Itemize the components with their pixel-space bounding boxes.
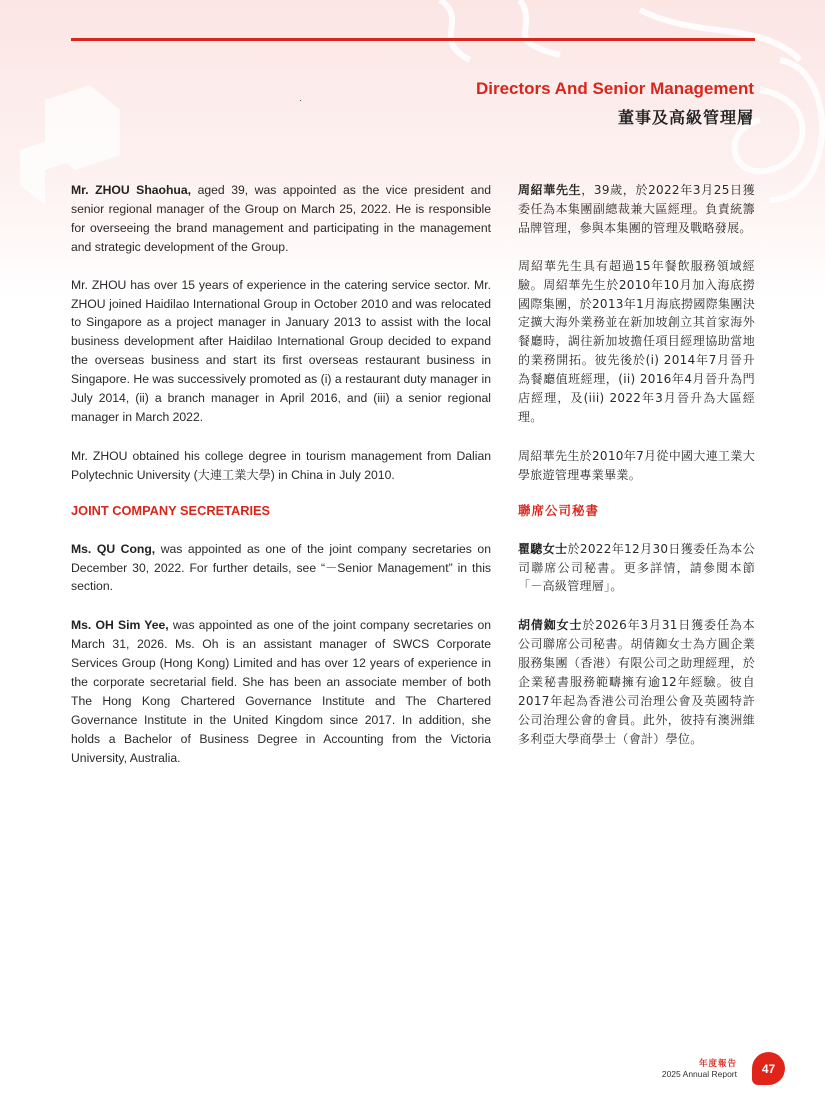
oh-name-zh: 胡倩銣女士 xyxy=(518,618,583,633)
page-title-zh: 董事及高級管理層 xyxy=(617,108,754,127)
section-title-en: JOINT COMPANY SECRETARIES xyxy=(71,502,271,518)
page-title-en: Directors And Senior Management xyxy=(475,79,754,98)
qu-bio-zh xyxy=(518,540,755,597)
zhou-bio-en xyxy=(71,181,491,257)
oh-name-en: Ms. OH Sim Yee, xyxy=(71,618,169,633)
qu-text-en: was appointed as one of the joint company secretaries on December 30, 2022. For further details, see “－Senior Management” in this section. xyxy=(71,541,491,594)
footer-report-zh: 年度報告 xyxy=(698,1059,737,1069)
qu-name-en: Ms. QU Cong, xyxy=(71,541,156,556)
oh-bio-zh xyxy=(518,616,755,748)
header-rule xyxy=(71,38,755,41)
page-number: 47 xyxy=(761,1061,776,1076)
footer-report-en: 2025 Annual Report xyxy=(661,1069,737,1079)
zhou-experience-zh: 周紹華先生具有超過15年餐飲服務領域經驗。周紹華先生於2010年10月加入海底撈國際集團，於2013年1月海底撈國際集團決定擴大海外業務並在新加坡創立其首家海外餐廳時，調往新加坡擔任項目經理協助當地的業務開拓。彼先後於(i) 2014年7月晉升為餐廳值班經理，(ii) 2016年4月晉升為門店經理，及(iii) 2022年3月晉升為大區經理。 xyxy=(518,258,755,424)
oh-text-zh: 於2026年3月31日獲委任為本公司聯席公司秘書。胡倩銣女士為方圓企業服務集團（香港）有限公司之助理經理，於企業秘書服務範疇擁有逾12年經驗。彼自2017年起為香港公司治理公會及英國特許公司治理公會的會員。此外，彼持有澳洲維多利亞大學商學士（會計）學位。 xyxy=(518,618,755,746)
qu-name-zh: 瞿驄女士 xyxy=(518,541,568,556)
english-column xyxy=(71,181,491,768)
section-title-zh: 聯席公司秘書 xyxy=(518,502,600,518)
zhou-education-zh: 周紹華先生於2010年7月從中國大連工業大學旅遊管理專業畢業。 xyxy=(518,448,755,482)
speck xyxy=(300,100,301,101)
zhou-experience-en: Mr. ZHOU has over 15 years of experience in the catering service sector. Mr. ZHOU joined Haidilao International Group in October 2010 and was relocated to Singapore as a project manager in January 2013 to assist with the local business development after Haidilao International Group decided to expand the overseas business and start its first overseas restaurant business in Singapore. He was successively promoted as (i) a restaurant duty manager in July 2014, (ii) a branch manager in April 2016, and (iii) a senior regional manager in March 2022. xyxy=(71,277,491,424)
zhou-education-en: Mr. ZHOU obtained his college degree in tourism management from Dalian Polytechnic University (大連工業大學) in China in July 2010. xyxy=(71,448,491,482)
chinese-column xyxy=(518,181,755,749)
page-number-badge xyxy=(752,1052,785,1085)
zhou-name-en: Mr. ZHOU Shaohua, xyxy=(71,183,192,197)
oh-text-en: was appointed as one of the joint company secretaries on March 31, 2026. Ms. Oh is an assistant manager of SWCS Corporate Services Group (Hong Kong) Limited and has over 12 years of experience in the corporate secretarial field. She has been an associate member of both The Hong Kong Chartered Governance Institute and The Chartered Governance Institute in the United Kingdom since 2017. In addition, she holds a Bachelor of Business Degree in Accounting from the Victoria University, Australia. xyxy=(71,618,492,765)
qu-bio-en xyxy=(71,540,491,597)
oh-bio-en xyxy=(71,616,491,767)
zhou-name-zh: 周紹華先生 xyxy=(518,183,582,197)
zhou-intro-en: aged 39, was appointed as the vice president and senior regional manager of the Group on March 25, 2022. He is responsible for overseeing the brand management and participating in the management and strategic development of the Group. xyxy=(71,183,492,254)
zhou-intro-zh: ，39歲，於2022年3月25日獲委任為本集團副總裁兼大區經理。負責統籌品牌管理，參與本集團的管理及戰略發展。 xyxy=(518,183,755,235)
qu-text-zh: 於2022年12月30日獲委任為本公司聯席公司秘書。更多詳情，請參閱本節「－高級管理層」。 xyxy=(518,541,755,594)
zhou-bio-zh xyxy=(518,181,755,238)
